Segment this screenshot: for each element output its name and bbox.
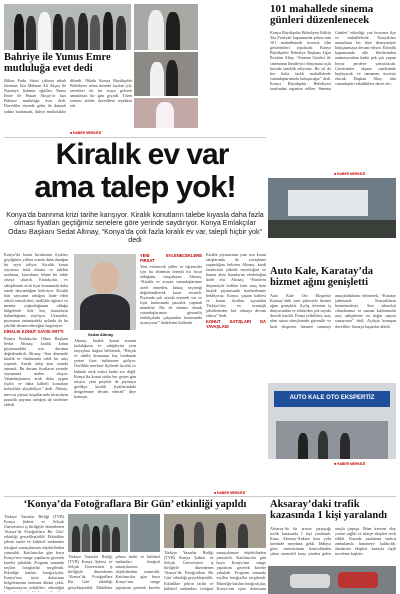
wedding-body: Hilton Parkı Sitesi çiftinin nikah törenine, Kar Mehmet Ali Akçay ile Nazmiye Şahinin oğulları Yunus Emre ile Hasan Akçay’ın kızı Bahriye mutluluğa evet dedi. Davetliler törende gelin ile damadı yalnız bırakmadı, ikiliye mutluluklar dilendi. Nikahı Konya Büyükşehir Belediyesi adına törende kıyılan çift, sevenleri ile bir araya gelerek unutulmaz bir gün geçirdi. Tören sonrası aileler davetlilere teşekkür etti. [4,78,132,114]
cinema-photo [268,178,396,238]
main-headline-line1: Kiralık ev var [55,138,229,171]
photo-event-photo-group [68,514,128,552]
main-col-4-text: Kiralık piyasasının yanı sıra konut satışlarında da yavaşlama yaşandığını belirten Altınay, kredi faizlerinin yüksek seyrettiğini ve bunun alım kararlarını ertelettiğini ifade etti. Altınay, “Faizlerin düşmesiyle birlikte hem satış hem kiralık piyasasında hareketlenme bekliyoruz. Konya, yaşam kalitesi ve konut fiyatları açısından Türkiye’nin en avantajlı şehirlerinden biri olmaya devam ediyor” dedi. [206,252,266,319]
main-subhead-3: KONUT SATIŞLARI DA YAVAŞLADI [206,319,266,330]
main-lede: Konya’da barınma krizi tarihe karışıyor. Kiralık konutların talebe kıyasla daha fazla olması fiyatları geçtiğimiz senelere göre yerinde saydırıyor. Konya Emlakçılar Odası Başkanı Sedat Altınay, “Konya’da çok fazla kiralık ev var, talepli hiçbir yok” dedi [6,211,264,245]
main-subhead-1: KİRALIK KONUT SAYISI ARTTI [4,329,64,335]
cinema-byline: ■ HABER MERKEZİ [334,172,366,176]
autokale-photo [268,383,396,459]
photo-event-body-3-text: Türkiye Yazarlar Birliği (TYB) Konya Şubesi ve Selçuk Üniversitesi iş birliğiyle düzenlenen ‘Konya’da Fotoğraflara Bir Gün’ etkinliği gerçekleştirildi. Etkinlikte şehrin tarihi ve kültürel mekanları fotoğraf sanatçılarının objektifinden yansıtıldı. Katılımcılar gün boyu Konya’nın simge yapılarını gezerek kareler yakaladı. Program sonunda seçilen fotoğraflar sergilendi. Etkinliğe katılan fotoğrafçılar, Konya’nın eşsiz dokusunu [164,550,266,591]
autokale-body: Auto Kale Oto Ekspertiz Karatay’daki yeni şubesiyle hizmet ağını genişletti. Açılış törenine iş dünyasından ve sektörden çok sayıda davetli katıldı. Firma yetkilileri, araç alım satım süreçlerinde güvenilir ve hızlı ekspertiz hizmeti sunmayı amaçladıklarını belirterek, “Karatay şubemizle Konyalıların hizmetindeyiz. Son teknoloji cihazlarımız ve uzman kadromuzla araç sahiplerine en doğru raporu sunuyoruz” dedi. Açılışta konuşan davetliler firmaya başarılar diledi. [270,293,396,329]
wedding-byline: ■ HABER MERKEZİ [70,131,102,135]
photo-event-body-2-text: Türkiye Yazarlar Birliği (TYB) Konya Şubesi ve Selçuk Üniversitesi iş birliğiyle düzenlenen ‘Konya’da Fotoğraflara Bir Gün’ etkinliği gerçekleştirildi. Etkinlikte şehrin tarihi ve kültürel mekanları fotoğraf sanatçılarının objektifinden yansıtıldı. Katılımcılar gün boyu Konya’nın simge yapılarını gezerek kareler [68,554,160,590]
wedding-headline: Bahriye ile Yunus Emre mutluluğa evet dedi [4,52,111,74]
main-subhead-2: YENİ EVLENECEKLERE FIRSAT [140,253,202,264]
photo-event-body-3 [164,550,266,592]
accident-headline: Aksaray’daki trafik kazasında 1 kişi yaralandı [270,499,387,521]
sedat-altinay-photo [74,254,136,330]
cinema-body: Konya Büyükşehir Belediyesi Kültür Yaz Festivali kapsamında şehrin tam 101 mahallesinde ücretsiz film gösterimleri yapılacak. Konya Büyükşehir Belediye Başkanı Uğur İbrahim Altay, “Sinema Günleri ile sinemanın büyüleyici dünyasına açık havada tanıklık ediyoruz. Bu yıl da her hafta farklı mahallelerde vatandaşlarımızla buluşacağız” dedi. Konya Büyükşehir Belediyesi tarafından organize edilen ‘Sinema Günleri’ etkinliği, yaz boyunca ilçe ve mahallelerde Konyalıları unutulmaz bir film deneyimiyle buluşturmaya devam ediyor. Etkinlik kapsamında aile filmlerinden animasyonlara kadar pek çok yapım beyaz perdeye yansıtılacak. Gösterimler akşam saatlerinde başlayacak ve tamamen ücretsiz olacak. Başkan Altay tüm vatandaşları etkinliklere davet etti. [270,30,396,92]
main-col-3 [140,252,202,488]
accident-photo [268,566,396,594]
wedding-photo-dance [134,52,198,96]
wedding-photo-couple [134,4,198,50]
main-headline-line2: ama talep yok! [34,169,236,204]
photo-event-body-2 [68,554,160,592]
photo-caption-name: Sedat Altınay [88,332,114,337]
accident-body: Aksaray’da iki aracın çarpıştığı trafik kazasında 1 kişi yaralandı. Kaza, Aksaray-Ankara kara yolu üzerinde meydana geldi. İddiaya göre, sürücüsünün kontrolünden çıkan otomobil karşı yönden gelen araçla çarpıştı. İhbar üzerine olay yerine sağlık ve itfaiye ekipleri sevk edildi. Kazada yaralanan sürücü ambulansla hastaneye kaldırıldı. Jandarma ekipleri kazayla ilgili inceleme başlattı. [270,526,396,557]
wedding-photo-group [4,4,131,50]
autokale-sign: AUTO KALE OTO EKSPERTİZ [289,395,375,401]
main-col-1-cont: Konya Emlakçılar Odası Başkanı Sedat Altınay, kiralık konut piyasasındaki son durumu değerlendirdi. Altınay, “Son dönemde kiralık ev ilanlarında ciddi bir artış yaşandı. Ancak talep aynı oranda artmadı. Bu durum fiyatların yerinde saymasına neden oluyor. Vatandaşlarımız artık daha uygun fiyatlı ve daha kaliteli konutlara kolaylıkla ulaşabiliyor” dedi. Altınay, mevcut piyasa koşullarında kiracıların pazarlık payının arttığını da sözlerine ekledi. [4,335,68,407]
main-col-3-text: Yeni evlenecek çiftler ve öğrenciler için bu dönemin önemli bir fırsat olduğunu vurgulayan Altınay, “Kiralık ev arayan vatandaşlarımız acele etmeden, birkaç seçeneği değerlendirerek karar vermeli. Piyasada çok sayıda seçenek var ve fiyat konusunda pazarlık yapmak mümkün. Biz de odamız olarak vatandaşlarımızı güvenilir emlakçılarla çalışmaları konusunda uyarıyoruz” ifadelerini kullandı. [140,264,202,326]
main-byline: ■ HABER MERKEZİ [214,491,246,495]
photo-event-photo-2 [130,514,160,552]
main-col-4 [206,252,266,488]
main-col-2: Altınay, kiralık konut arzının fazlalığının ev sahiplerini yeni arayışlara ittiğini belirterek, “Birçok ev sahibi konutunu boş bırakmak yerine fiyat indirimine gidiyor. Özellikle merkezi ilçelerde kiralık ev bulmak artık eskisi kadar zor değil. Konya’da konut stoku her geçen gün artıyor, yeni projeler de piyasaya girdikçe kiralık fiyatlarındaki dengelenme devam edecek” diye konuştu. [74,338,136,400]
autokale-headline: Auto Kale, Karatay’da hizmet ağını genişletti [270,266,373,288]
divider-bottom [4,496,396,497]
autokale-byline: ■ HABER MERKEZİ [334,462,366,466]
cinema-headline: 101 mahallede sinema günleri düzenlenecek [270,3,374,26]
wedding-photo-bride [134,98,198,128]
photo-event-body: Türkiye Yazarlar Birliği (TYB) Konya Şubesi ve Selçuk Üniversitesi iş birliğiyle düzenlenen ‘Konya’da Fotoğraflara Bir Gün’ etkinliği gerçekleştirildi. Etkinlikte şehrin tarihi ve kültürel mekanları fotoğraf sanatçılarının objektifinden yansıtıldı. Katılımcılar gün boyu Konya’nın simge yapılarını gezerek kareler yakaladı. Program sonunda seçilen fotoğraflar sergilendi. Etkinliğe katılan fotoğrafçılar, Konya’nın eşsiz dokusunu belgelemenin önemine dikkat çekti. Organizasyon yetkilileri, etkinliğin [4,514,64,591]
main-col-1 [4,252,68,492]
photo-event-headline: ‘Konya’da Fotoğraflara Bir Gün’ etkinliği yapıldı [23,499,247,510]
photo-event-photo-3 [164,514,266,548]
main-col-1-text: Konya’da konut kiralarının fiyatları geçtiğimiz yıllara oranla daha durağan bir seyir izliyor. Kiralık konut sayısının fazla olması ve talebin azalması, kiracıların lehine bir tablo ortaya çıkardı. Emlakçılar, ev sahiplerinin artık fiyat konusunda daha esnek davrandığını belirtiyor. Kiralık ilan sayısının arttığını ifade eden sektör temsilcileri, özellikle öğrenci ve memur yoğunluğunun olduğu bölgelerde bile boş konutların bulunduğunu söylüyor. Uzmanlar, piyasanın önümüzdeki aylarda da bu şekilde devam edeceğini öngörüyor. [4,252,68,329]
